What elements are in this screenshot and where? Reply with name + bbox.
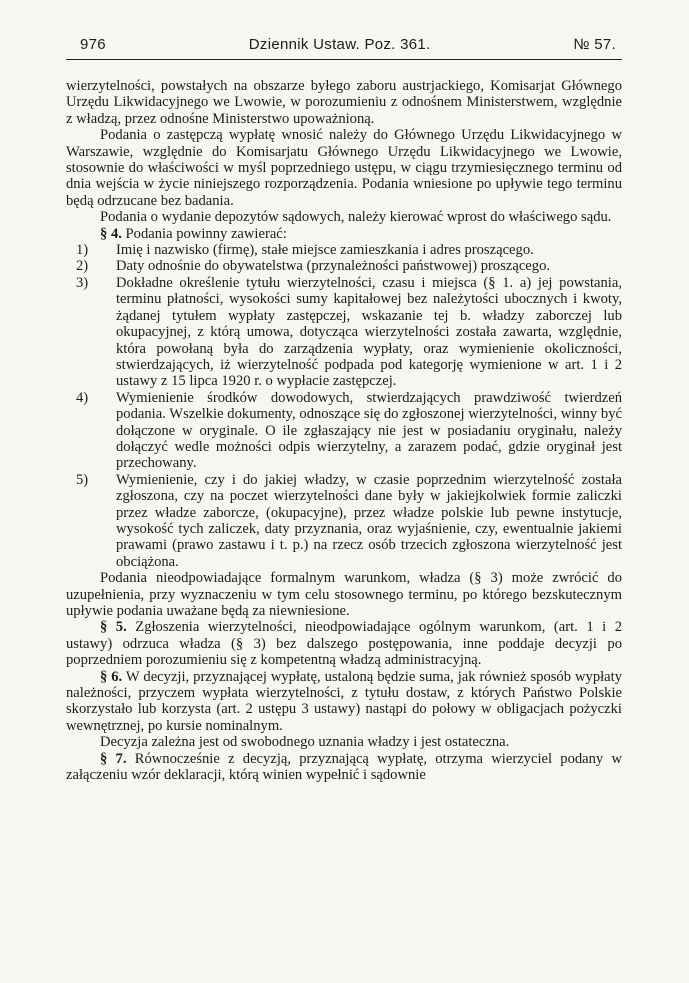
item-text: Wymienienie, czy i do jakiej władzy, w czasie poprzednim wierzytelność została zgłoszona, czy na poczet wierzytelności dane były w jakiejkolwiek formie zaliczki przez władze zaborcze, (okupacyjne), przez władze polskie lub pewne instytucje, wysokość tych zaliczek, daty przyznania, oraz wyjaśnienie, czy, ewentualnie jakiemi prawami (prawo zastawu i t. p.) na rzecz osób trzecich zgłoszona wierzytelność jest obciążona. xyxy=(116,471,622,570)
section-6-decision: Decyzja zależna jest od swobodnego uznania władzy i jest ostateczna. xyxy=(100,734,510,751)
document-body xyxy=(66,78,622,783)
section-7 xyxy=(66,751,622,784)
document-page xyxy=(66,36,622,783)
section-5 xyxy=(66,619,622,668)
requirements-list xyxy=(66,242,622,570)
section-6-label: § 6. xyxy=(100,668,123,685)
page-number: 976 xyxy=(80,36,106,53)
item-text: Wymienienie środków dowodowych, stwierdzających prawdziwość twierdzeń podania. Wszelkie dokumenty, odnoszące się do zgłoszonej wierzytelności, winny być dołączone w oryginale. O ile zgłaszający nie jest w posiadaniu oryginału, należy dołączyć wedle możności odpis wierzytelny, a zarazem podać, gdzie oryginał jest przechowany. xyxy=(116,389,622,472)
section-7-label: § 7. xyxy=(100,750,127,767)
item-number: 5) xyxy=(76,471,89,488)
section-4-closing: Podania nieodpowiadające formalnym warunkom, władza (§ 3) może zwrócić do uzupełnienia, przy wyznaczeniu w tym celu stosownego terminu, po którego bezskutecznym upływie podania uważane będą za niewniesione. xyxy=(66,570,622,619)
section-4-intro xyxy=(66,226,622,242)
section-4-label: § 4. xyxy=(100,225,122,242)
paragraph-continuation: wierzytelności, powstałych na obszarze byłego zaboru austrjackiego, Komisarjat Głównego Urzędu Likwidacyjnego we Lwowie, w porozumieniu z odnośnem Ministerstwem, względnie z władzą, przez odnośne Ministerstwo upoważnioną. xyxy=(66,78,622,127)
page-header xyxy=(66,36,622,53)
item-number: 1) xyxy=(76,242,89,259)
item-text: Daty odnośnie do obywatelstwa (przynależności państwowej) proszącego. xyxy=(116,258,551,275)
section-5-text: Zgłoszenia wierzytelności, nieodpowiadające ogólnym warunkom, (art. 1 i 2 ustawy) odrzuca władza (§ 3) bez dalszego postępowania, inne poddaje decyzji po poprzedniem porozumieniu się z kompetentną władzą administracyjną. xyxy=(66,619,623,669)
section-6 xyxy=(66,669,622,735)
header-rule xyxy=(66,59,622,60)
item-text: Imię i nazwisko (firmę), stałe miejsce zamieszkania i adres proszącego. xyxy=(116,242,534,259)
list-item xyxy=(76,471,622,570)
section-5-label: § 5. xyxy=(100,619,127,636)
section-6-text: W decyzji, przyznającej wypłatę, ustaloną będzie suma, jak również sposób wypłaty należności, przyczem wypłata wierzytelności, z tytułu dostaw, z których Państwo Polskie skorzystało lub korzysta (art. 2 ustępu 3 ustawy) nastąpi do połowy w obligacjach pożyczki wewnętrznej, po kursie nominalnym. xyxy=(66,668,622,734)
paragraph-submission: Podania o zastępczą wypłatę wnosić należy do Głównego Urzędu Likwidacyjnego w Warszawie, względnie do Komisarjatu Głównego Urzędu Likwidacyjnego we Lwowie, stosownie do właściwości w myśl poprzedniego ustępu, w ciągu trzymiesięcznego terminu od dnia wejścia w życie niniejszego rozporządzenia. Podania wniesione po upływie tego terminu będą odrzucane bez badania. xyxy=(66,127,622,209)
list-item xyxy=(76,389,622,472)
list-item xyxy=(76,258,622,275)
item-number: 2) xyxy=(76,258,89,275)
section-7-text: Równocześnie z decyzją, przyznającą wypłatę, otrzyma wierzyciel podany w załączeniu wzór deklaracji, którą winien wypełnić i sądownie xyxy=(66,750,623,784)
paragraph-deposits: Podania o wydanie depozytów sądowych, należy kierować wprost do właściwego sądu. xyxy=(100,209,612,226)
item-number: 3) xyxy=(76,274,89,291)
item-number: 4) xyxy=(76,389,89,406)
item-text: Dokładne określenie tytułu wierzytelności, czasu i miejsca (§ 1. a) jej powstania, terminu płatności, wysokości sumy kapitałowej bez należytości ubocznych i kwoty, żądanej tytułem wypłaty zastępczej, wskazanie tej b. władzy zaborczej lub okupacyjnej, z którą umowa, dotycząca wierzytelności została zawarta, względnie, która powołaną była do zarządzenia wypłaty, oraz wymienienie okoliczności, stwierdzających, iż wierzytelność podpada pod kategorję wymienione w art. 1 i 2 ustawy z 15 lipca 1920 r. o wypłacie zastępczej. xyxy=(116,274,622,390)
journal-title: Dziennik Ustaw. Poz. 361. xyxy=(248,36,431,53)
list-item xyxy=(76,242,622,259)
list-item xyxy=(76,274,622,390)
issue-number: № 57. xyxy=(573,36,616,53)
section-4-intro-text: Podania powinny zawierać: xyxy=(125,225,287,242)
